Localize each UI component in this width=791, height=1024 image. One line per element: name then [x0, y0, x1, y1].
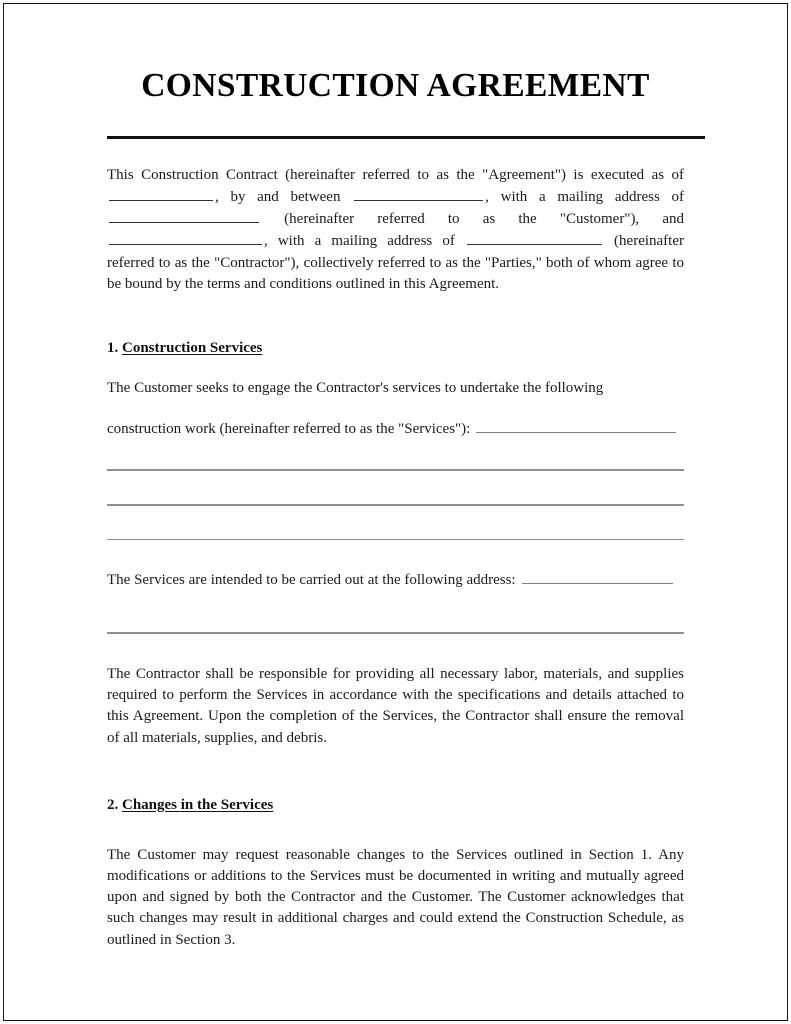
execution-date-blank[interactable]: [109, 186, 213, 201]
intro-paragraph: [107, 165, 684, 295]
section-1-label: Construction Services: [122, 340, 263, 357]
section-1-lead-line-2-text: construction work (hereinafter referred to as the "Services"):: [107, 421, 471, 438]
intro-segment-6: (hereinafter referred to as the "Contractor"), collectively referred to as the "Parties," both of whom agree to be bound by the terms and conditions outlined in this Agreement.: [107, 233, 684, 292]
section-1-lead-line-2: [107, 419, 684, 440]
intro-segment-4: (hereinafter referred to as the "Customer"), and: [284, 211, 685, 228]
section-1-address-text: The Services are intended to be carried out at the following address:: [107, 572, 516, 589]
section-2-body-paragraph: The Customer may request reasonable changes to the Services outlined in Section 1. Any modifications or additions to the Services must be documented in writing and mutually agreed upon and signed by both the Contractor and the Customer. The Customer acknowledges that such changes may result in additional charges and could extend the Construction Schedule, as outlined in Section 3.: [107, 846, 684, 948]
section-1-address-line: [107, 570, 684, 591]
contractor-name-blank[interactable]: [109, 230, 262, 245]
document-content: [107, 0, 684, 951]
title-divider: [107, 136, 705, 139]
service-address-fill-line[interactable]: [107, 632, 684, 634]
service-address-blank[interactable]: [522, 571, 673, 584]
customer-name-blank[interactable]: [354, 186, 483, 201]
contractor-address-blank[interactable]: [467, 230, 602, 245]
services-fill-line-3[interactable]: [107, 539, 684, 541]
customer-address-blank[interactable]: [109, 208, 259, 223]
section-1-responsibility-paragraph: The Contractor shall be responsible for providing all necessary labor, materials, and supplies required to perform the Services in accordance with the specifications and details attached to this Agreement. Upon the completion of the Services, the Contractor shall ensure the removal of all materials, supplies, and debris.: [107, 666, 684, 746]
page-title: CONSTRUCTION AGREEMENT: [141, 67, 650, 104]
section-2-number: 2.: [107, 796, 119, 813]
section-2-label: Changes in the Services: [122, 796, 274, 813]
section-1-heading: [107, 338, 684, 358]
section-1-number: 1.: [107, 340, 119, 357]
intro-segment-2: , by and between: [215, 189, 341, 206]
intro-segment-1: This Construction Contract (hereinafter referred to as the "Agreement") is executed as of: [107, 166, 684, 183]
services-description-blank[interactable]: [476, 420, 676, 433]
services-fill-line-1[interactable]: [107, 469, 684, 471]
intro-segment-5: , with a mailing address of: [264, 233, 455, 250]
services-fill-line-2[interactable]: [107, 504, 684, 506]
intro-segment-3: , with a mailing address of: [485, 189, 685, 206]
section-2-heading: [107, 795, 684, 815]
section-1-lead-line-1: The Customer seeks to engage the Contractor's services to undertake the following: [107, 380, 604, 397]
